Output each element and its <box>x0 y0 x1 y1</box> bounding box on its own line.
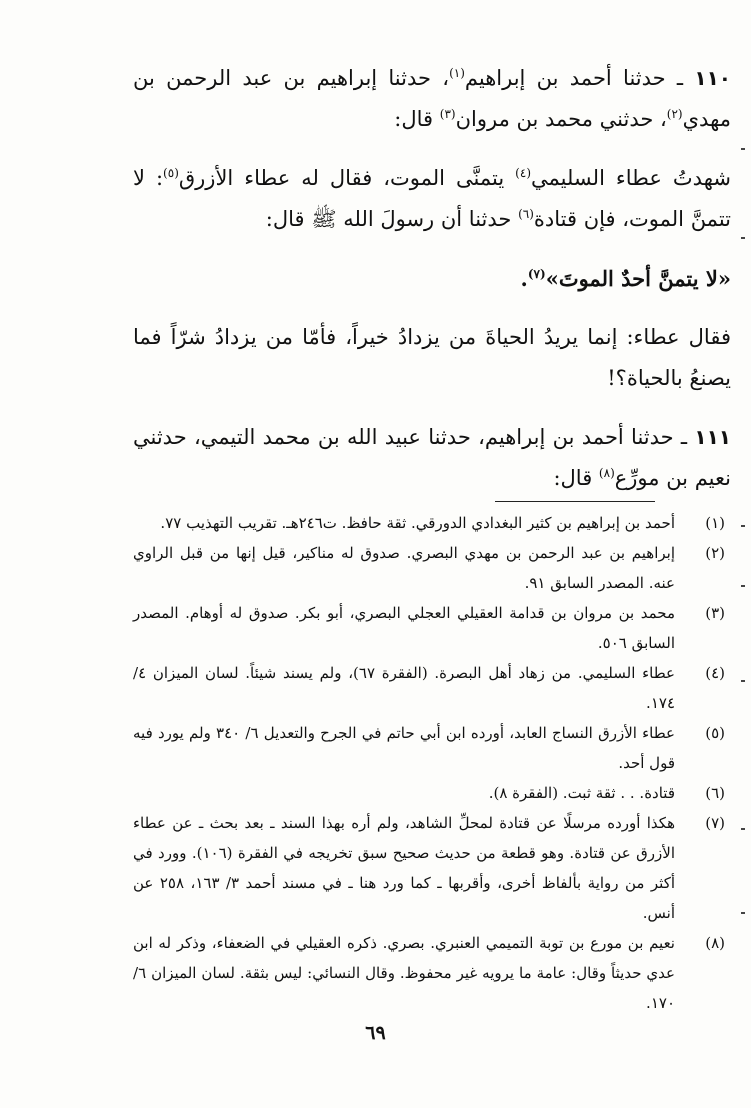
footnote-4 <box>133 658 731 718</box>
p110-text-b: ، حدثنا إبراهيم بن عبد الرحمن بن مهدي <box>133 66 731 131</box>
footnote-3 <box>133 598 731 658</box>
scan-mark <box>741 237 745 239</box>
page-number: ٦٩ <box>365 1022 386 1044</box>
footnote-ref-3: (٣) <box>439 107 456 121</box>
hadith-text: «لا يتمنَّ أحدٌ الموتَ» <box>545 266 731 291</box>
ata-text-c: : لا تتمنَّ الموت، فإن قتادة <box>133 166 731 231</box>
footnote-text: هكذا أورده مرسلًا عن قتادة لمحلِّ الشاهد، ولم أره بهذا السند ـ بعد بحث ـ عن عطاء الأزرق عن قتادة. وهو قطعة من حديث صحيح سبق تخريجه في الفقرة (١٠٦). وورد في أكثر من رواية بألفاظ أخرى، وأقربها ـ كما ورد هنا ـ في مسند أحمد ٣/ ١٦٣، ٢٥٨ عن أنس. <box>133 814 676 922</box>
p111-text-a: ـ حدثنا أحمد بن إبراهيم، حدثنا عبيد الله بن محمد التيمي، حدثني نعيم بن مورِّع <box>133 425 731 490</box>
ata-text-d: حدثنا أن رسولَ الله ﷺ قال: <box>265 207 519 231</box>
footnote-text: إبراهيم بن عبد الرحمن بن مهدي البصري. صدوق له مناكير، قيل إنها من قبل الراوي عنه. المصدر السابق ٩١. <box>133 544 675 592</box>
item-number-111: ١١١ <box>694 425 731 449</box>
footnote-ref-2: (٢) <box>666 107 683 121</box>
footnote-text: أحمد بن إبراهيم بن كثير البغدادي الدورقي. ثقة حافظ. ت٢٤٦هـ. تقريب التهذيب ٧٧. <box>160 514 675 532</box>
footnote-number: (٢) <box>705 544 725 562</box>
hadith-quote <box>133 258 731 299</box>
footnote-1 <box>133 508 731 538</box>
footnote-number: (٤) <box>705 664 725 682</box>
footnote-ref-7: (٧) <box>527 267 546 281</box>
p110-text-d: قال: <box>394 107 440 131</box>
footnote-number: (٧) <box>705 814 725 832</box>
footnote-text: عطاء الأزرق النساج العابد، أورده ابن أبي حاتم في الجرح والتعديل ٦/ ٣٤٠ ولم يورد فيه قول أحد. <box>133 724 676 772</box>
footnote-number: (١) <box>705 514 725 532</box>
footnote-5 <box>133 718 731 778</box>
hadith-tail: . <box>520 266 528 291</box>
p111-text-b: قال: <box>553 466 599 490</box>
scan-mark <box>741 525 745 527</box>
footnote-number: (٨) <box>705 934 725 952</box>
footnote-2 <box>133 538 731 598</box>
scan-mark <box>741 680 745 682</box>
paragraph-110 <box>133 58 731 140</box>
scan-mark <box>741 585 745 587</box>
reply-text: فقال عطاء: إنما يريدُ الحياةَ من يزدادُ خيراً، فأمّا من يزدادُ شرّاً فما يصنعُ بالحياة؟! <box>133 325 731 390</box>
footnote-8 <box>133 928 731 1018</box>
scan-mark <box>741 148 745 150</box>
scan-mark <box>741 912 745 914</box>
footnote-separator <box>495 501 655 502</box>
footnote-text: محمد بن مروان بن قدامة العقيلي العجلي البصري، أبو بكر. صدوق له أوهام. المصدر السابق ٥٠٦. <box>133 604 675 652</box>
footnote-text: عطاء السليمي. من زهاد أهل البصرة. (الفقرة ٦٧)، ولم يسند شيئاً. لسان الميزان ٤/ ١٧٤. <box>133 664 676 712</box>
paragraph-111 <box>133 417 731 499</box>
footnote-text: قتادة. . . ثقة ثبت. (الفقرة ٨). <box>488 784 675 802</box>
footnote-ref-4: (٤) <box>515 166 531 180</box>
footnote-text: نعيم بن مورع بن توبة التميمي العنبري. بصري. ذكره العقيلي في الضعفاء، وذكر له ابن عدي حديثاً وقال: عامة ما يرويه غير محفوظ. وقال النسائي: ليس بثقة. لسان الميزان ٦/ ١٧٠. <box>133 934 675 1012</box>
p110-text-a: ـ حدثنا أحمد بن إبراهيم <box>464 66 695 90</box>
footnote-ref-6: (٦) <box>518 207 534 221</box>
footnote-7 <box>133 808 731 928</box>
footnote-number: (٦) <box>705 784 725 802</box>
ata-text-a: شهدتُ عطاء السليمي <box>531 166 731 190</box>
main-text <box>133 58 731 499</box>
footnote-ref-8: (٨) <box>598 466 615 480</box>
p110-text-c: ، حدثني محمد بن مروان <box>455 107 667 131</box>
footnote-6 <box>133 778 731 808</box>
footnotes <box>133 508 731 1018</box>
footnote-number: (٣) <box>705 604 725 622</box>
paragraph-reply <box>133 317 731 399</box>
scan-mark <box>741 828 745 830</box>
footnote-ref-5: (٥) <box>163 166 179 180</box>
ata-text-b: يتمنَّى الموت، فقال له عطاء الأزرق <box>178 166 516 190</box>
paragraph-ata <box>133 158 731 240</box>
footnote-number: (٥) <box>705 724 725 742</box>
footnote-ref-1: (١) <box>449 66 465 80</box>
item-number-110: ١١٠ <box>694 66 731 90</box>
